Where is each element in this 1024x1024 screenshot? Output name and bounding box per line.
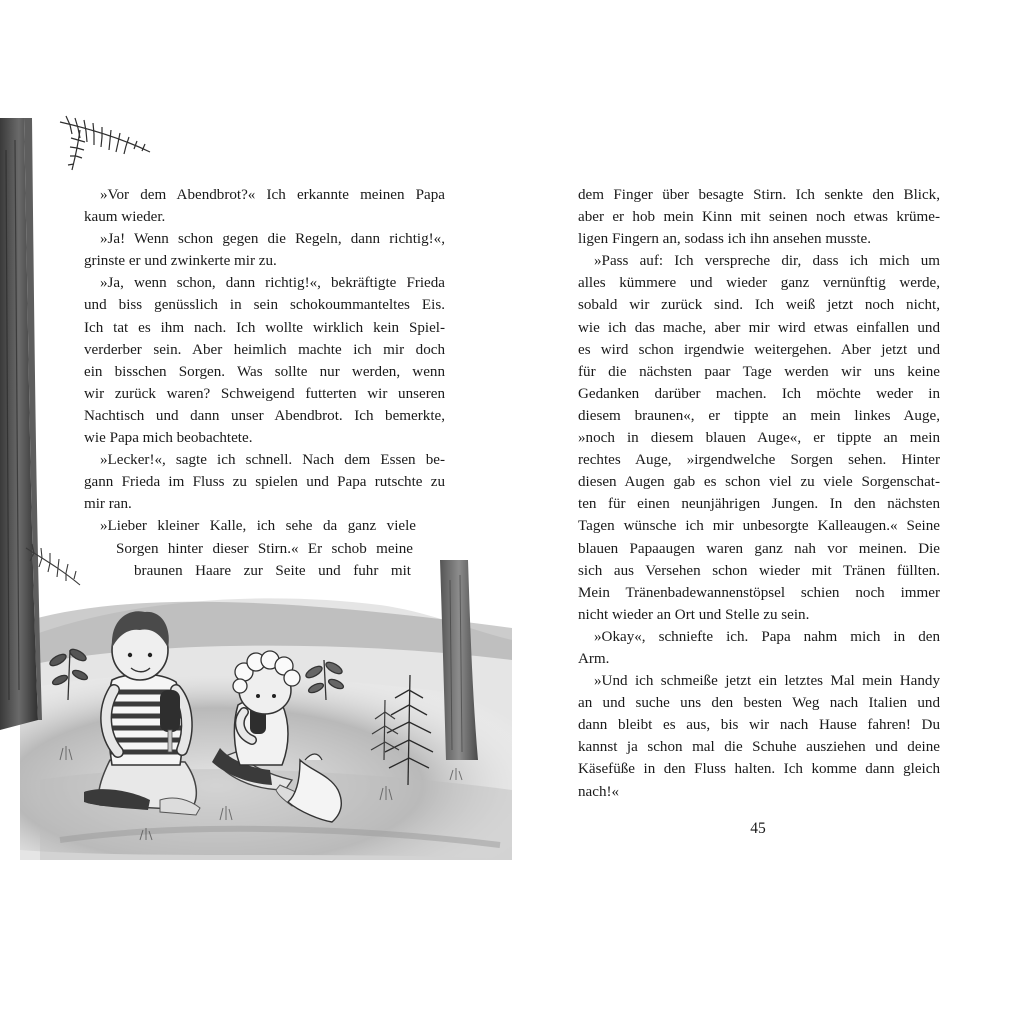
text-line: Arm. xyxy=(578,650,610,667)
text-line: alles kümmere und wieder ganz vernünftig werde, xyxy=(578,275,940,292)
text-line: gann Frieda im Fluss zu spielen und Papa rutschte zu xyxy=(84,474,445,491)
tree-trunk-left xyxy=(0,118,42,730)
text-line: Ich tat es ihm nach. Ich wollte wirklich kein Spiel- xyxy=(84,319,445,336)
text-line: grinste er und zwinkerte mir zu. xyxy=(84,253,277,270)
text-line: »Lieber kleiner Kalle, ich sehe da ganz viele xyxy=(100,518,416,535)
text-line: verderber sein. Aber heimlich machte ich mir doch xyxy=(84,341,445,358)
text-line: dann bleibt es aus, bis wir nach Hause fahren! Du xyxy=(578,717,940,734)
pine-branch-top xyxy=(60,116,150,170)
text-line: diesem braunen«, er tippte an mein linkes Auge, xyxy=(578,407,940,424)
text-line: wir zurück waren? Schweigend futterten wir unseren xyxy=(84,385,445,402)
text-line: nicht wieder an Ort und Stelle zu sein. xyxy=(578,606,810,623)
text-line: Tagen wünsche ich mir unbesorgte Kalleaugen.« Seine xyxy=(578,518,940,535)
text-line: Gedanken darüber machen. Ich möchte weder in xyxy=(578,385,940,402)
text-line: wie Papa mich beobachtete. xyxy=(84,430,253,447)
text-line: Käsefüße in den Fluss halten. Ich komme dann gleich xyxy=(578,761,940,778)
text-line: mir ran. xyxy=(84,496,132,513)
right-page-text xyxy=(578,184,940,803)
text-line: »Und ich schmeiße jetzt ein letztes Mal mein Handy xyxy=(594,673,940,690)
text-line: es wird schon irgendwie weitergehen. Aber jetzt und xyxy=(578,341,940,358)
text-line: wie ich das mache, aber mir wird etwas einfallen und xyxy=(578,319,940,336)
text-line: nach!« xyxy=(578,783,620,800)
text-line: ten für einen neunjährigen Jungen. In den nächsten xyxy=(578,496,940,513)
text-line: an und suche uns den besten Weg nach Italien und xyxy=(578,695,940,712)
text-line: rechtes Auge, »irgendwelche Sorgen sehen. Hinter xyxy=(578,452,940,469)
text-line: »Ja, wenn schon, dann richtig!«, bekräftigte Frieda xyxy=(100,275,445,292)
page-number: 45 xyxy=(750,820,766,837)
text-line: »Okay«, schniefte ich. Papa nahm mich in den xyxy=(594,628,940,645)
text-line: »noch in diesem blauen Auge«, er tippte an mein xyxy=(578,430,940,447)
text-line: dem Finger über besagte Stirn. Ich senkte den Blick, xyxy=(578,187,940,203)
text-line: aber er hob mein Kinn mit seinen noch etwas krüme- xyxy=(578,209,940,226)
text-line: ein bisschen Sorgen. Was sollte nur werden, wenn xyxy=(84,363,445,380)
text-line: braunen Haare zur Seite und fuhr mit xyxy=(134,562,411,579)
text-line: »Vor dem Abendbrot?« Ich erkannte meinen Papa xyxy=(100,187,445,203)
left-page-text xyxy=(84,184,445,582)
text-line: sich aus Versehen schon wieder mit Tränen füllten. xyxy=(578,562,940,579)
text-line: und biss genüsslich in sein schokoummanteltes Eis. xyxy=(84,297,445,314)
text-line: Mein Tränenbadewannenstöpsel schien noch immer xyxy=(578,584,940,601)
text-line: kaum wieder. xyxy=(84,209,166,226)
text-line: »Lecker!«, sagte ich schnell. Nach dem Essen be- xyxy=(100,452,445,469)
text-line: Nachtisch und dann unser Abendbrot. Ich bemerkte, xyxy=(84,407,445,424)
text-line: »Ja! Wenn schon gegen die Regeln, dann richtig!«, xyxy=(100,231,445,248)
text-line: kannst ja schon mal die Schuhe ausziehen und deine xyxy=(578,739,940,756)
text-line: ligen Fingern an, sodass ich ihn ansehen musste. xyxy=(578,231,872,248)
text-line: für die nächsten paar Tage werden wir uns keine xyxy=(578,363,940,380)
text-line: Sorgen hinter dieser Stirn.« Er schob meine xyxy=(116,540,413,557)
text-line: blauen Papaaugen waren ganz nah vor meinen. Die xyxy=(578,540,940,557)
text-line: diesen Augen gab es schon viel zu viele Sorgenschat- xyxy=(578,474,940,491)
text-line: »Pass auf: Ich verspreche dir, dass ich mich um xyxy=(594,253,940,270)
text-line: sobald wir zurück sind. Ich weiß jetzt noch nicht, xyxy=(578,297,940,314)
